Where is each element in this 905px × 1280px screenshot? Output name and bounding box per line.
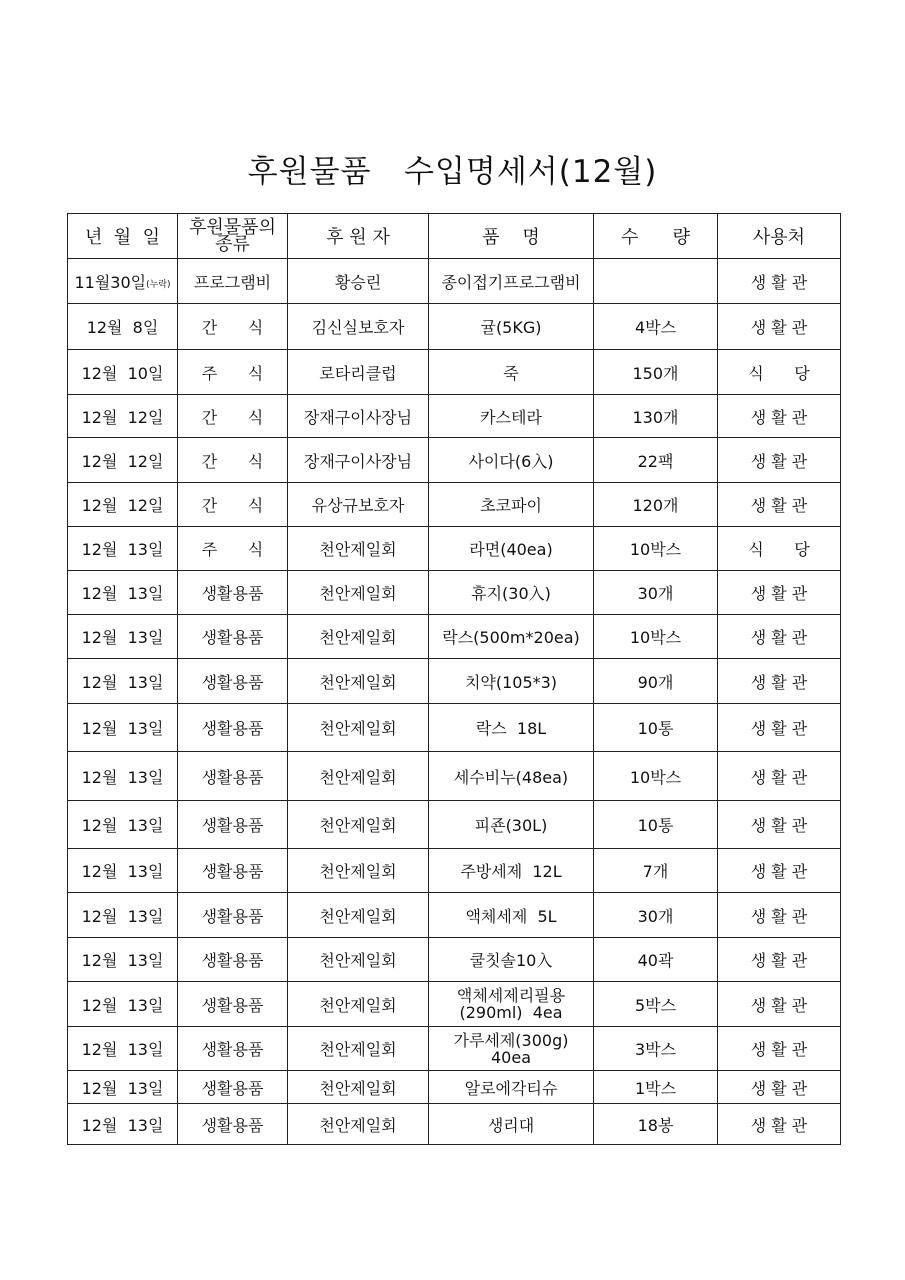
table-row	[68, 982, 841, 1027]
cell-kind: 프로그램비	[178, 259, 288, 304]
cell-quantity: 1박스	[594, 1071, 718, 1104]
cell-date: 12월 13일	[68, 849, 178, 893]
cell-quantity: 18봉	[594, 1104, 718, 1145]
cell-kind: 생활용품	[178, 1027, 288, 1071]
cell-quantity: 10통	[594, 801, 718, 849]
cell-date: 12월 13일	[68, 982, 178, 1027]
cell-quantity: 90개	[594, 659, 718, 704]
cell-usage: 생 활 관	[718, 615, 841, 659]
cell-usage: 생 활 관	[718, 304, 841, 350]
cell-item: 종이접기프로그램비	[429, 259, 594, 304]
cell-date: 12월 13일	[68, 1071, 178, 1104]
cell-item: 초코파이	[429, 483, 594, 527]
table-row	[68, 938, 841, 982]
cell-kind: 간 식	[178, 395, 288, 438]
cell-item: 락스 18L	[429, 704, 594, 752]
cell-item: 쿨칫솔10入	[429, 938, 594, 982]
cell-usage: 식 당	[718, 527, 841, 571]
cell-kind: 생활용품	[178, 849, 288, 893]
table-row	[68, 704, 841, 752]
cell-quantity: 40곽	[594, 938, 718, 982]
table-row	[68, 893, 841, 938]
cell-donor: 로타리클럽	[288, 350, 429, 395]
cell-kind: 생활용품	[178, 938, 288, 982]
cell-kind: 생활용품	[178, 1104, 288, 1145]
cell-donor: 천안제일회	[288, 752, 429, 801]
cell-donor: 천안제일회	[288, 893, 429, 938]
cell-date: 12월 13일	[68, 571, 178, 615]
cell-usage: 생 활 관	[718, 752, 841, 801]
header-date: 년 월 일	[68, 214, 178, 259]
table-row	[68, 1104, 841, 1145]
cell-donor: 김신실보호자	[288, 304, 429, 350]
table-row	[68, 527, 841, 571]
cell-quantity: 10통	[594, 704, 718, 752]
header-quantity: 수 량	[594, 214, 718, 259]
cell-quantity: 5박스	[594, 982, 718, 1027]
cell-donor: 천안제일회	[288, 1071, 429, 1104]
table-row	[68, 1027, 841, 1071]
cell-donor: 황승린	[288, 259, 429, 304]
cell-item: 액체세제 5L	[429, 893, 594, 938]
cell-quantity: 3박스	[594, 1027, 718, 1071]
cell-usage: 생 활 관	[718, 1027, 841, 1071]
cell-kind: 생활용품	[178, 752, 288, 801]
cell-donor: 천안제일회	[288, 982, 429, 1027]
cell-kind: 생활용품	[178, 893, 288, 938]
cell-quantity: 30개	[594, 893, 718, 938]
cell-donor: 천안제일회	[288, 938, 429, 982]
cell-donor: 천안제일회	[288, 527, 429, 571]
cell-usage: 생 활 관	[718, 938, 841, 982]
cell-quantity: 30개	[594, 571, 718, 615]
cell-donor: 천안제일회	[288, 849, 429, 893]
cell-item: 카스테라	[429, 395, 594, 438]
table-row	[68, 259, 841, 304]
cell-donor: 천안제일회	[288, 659, 429, 704]
cell-donor: 장재구이사장님	[288, 395, 429, 438]
cell-date: 12월 13일	[68, 1027, 178, 1071]
cell-date: 12월 13일	[68, 659, 178, 704]
table-row	[68, 849, 841, 893]
cell-usage: 식 당	[718, 350, 841, 395]
cell-date: 12월 13일	[68, 615, 178, 659]
cell-quantity: 150개	[594, 350, 718, 395]
cell-date: 12월 10일	[68, 350, 178, 395]
table-row	[68, 304, 841, 350]
cell-quantity: 7개	[594, 849, 718, 893]
cell-item: 주방세제 12L	[429, 849, 594, 893]
cell-usage: 생 활 관	[718, 1071, 841, 1104]
cell-kind: 생활용품	[178, 615, 288, 659]
cell-kind: 생활용품	[178, 801, 288, 849]
cell-item: 알로에각티슈	[429, 1071, 594, 1104]
table-row	[68, 752, 841, 801]
cell-usage: 생 활 관	[718, 1104, 841, 1145]
cell-kind: 주 식	[178, 527, 288, 571]
cell-date: 12월 12일	[68, 438, 178, 483]
cell-donor: 천안제일회	[288, 1027, 429, 1071]
table-row	[68, 483, 841, 527]
table-row	[68, 571, 841, 615]
cell-usage: 생 활 관	[718, 801, 841, 849]
cell-donor: 천안제일회	[288, 704, 429, 752]
cell-item: 생리대	[429, 1104, 594, 1145]
cell-item: 귤(5KG)	[429, 304, 594, 350]
cell-date: 12월 12일	[68, 395, 178, 438]
cell-date: 12월 13일	[68, 1104, 178, 1145]
cell-usage: 생 활 관	[718, 483, 841, 527]
cell-usage: 생 활 관	[718, 659, 841, 704]
table-row	[68, 350, 841, 395]
cell-usage: 생 활 관	[718, 395, 841, 438]
cell-item: 피죤(30L)	[429, 801, 594, 849]
cell-item: 락스(500m*20ea)	[429, 615, 594, 659]
cell-kind: 간 식	[178, 483, 288, 527]
cell-date: 12월 12일	[68, 483, 178, 527]
cell-item: 사이다(6入)	[429, 438, 594, 483]
donation-ledger-table	[67, 213, 841, 1145]
cell-donor: 천안제일회	[288, 615, 429, 659]
cell-usage: 생 활 관	[718, 571, 841, 615]
header-item: 품 명	[429, 214, 594, 259]
cell-item: 죽	[429, 350, 594, 395]
header-donor: 후 원 자	[288, 214, 429, 259]
cell-donor: 천안제일회	[288, 571, 429, 615]
table-row	[68, 659, 841, 704]
cell-kind: 간 식	[178, 438, 288, 483]
cell-usage: 생 활 관	[718, 849, 841, 893]
cell-quantity	[594, 259, 718, 304]
cell-item: 세수비누(48ea)	[429, 752, 594, 801]
table-row	[68, 438, 841, 483]
cell-date: 12월 13일	[68, 704, 178, 752]
cell-usage: 생 활 관	[718, 438, 841, 483]
table-row	[68, 801, 841, 849]
cell-item: 치약(105*3)	[429, 659, 594, 704]
cell-usage: 생 활 관	[718, 259, 841, 304]
cell-usage: 생 활 관	[718, 704, 841, 752]
cell-donor: 천안제일회	[288, 801, 429, 849]
header-kind: 후원물품의 종류	[178, 214, 288, 259]
table-row	[68, 1071, 841, 1104]
cell-quantity: 120개	[594, 483, 718, 527]
cell-quantity: 10박스	[594, 527, 718, 571]
omission-note: (누락)	[146, 279, 171, 290]
cell-quantity: 4박스	[594, 304, 718, 350]
cell-usage: 생 활 관	[718, 893, 841, 938]
cell-donor: 장재구이사장님	[288, 438, 429, 483]
cell-item: 휴지(30入)	[429, 571, 594, 615]
cell-date: 12월 13일	[68, 527, 178, 571]
cell-kind: 생활용품	[178, 571, 288, 615]
cell-kind: 생활용품	[178, 982, 288, 1027]
cell-quantity: 22팩	[594, 438, 718, 483]
cell-quantity: 10박스	[594, 615, 718, 659]
cell-item: 가루세제(300g) 40ea	[429, 1027, 594, 1071]
cell-kind: 주 식	[178, 350, 288, 395]
cell-item: 액체세제리필용 (290ml) 4ea	[429, 982, 594, 1027]
cell-date: 12월 13일	[68, 801, 178, 849]
cell-date: 11월30일(누락)	[68, 259, 178, 304]
cell-donor: 천안제일회	[288, 1104, 429, 1145]
cell-kind: 생활용품	[178, 1071, 288, 1104]
table-row	[68, 395, 841, 438]
cell-item: 라면(40ea)	[429, 527, 594, 571]
cell-kind: 간 식	[178, 304, 288, 350]
header-row	[68, 214, 841, 259]
cell-kind: 생활용품	[178, 659, 288, 704]
header-usage: 사용처	[718, 214, 841, 259]
cell-quantity: 130개	[594, 395, 718, 438]
cell-usage: 생 활 관	[718, 982, 841, 1027]
table-row	[68, 615, 841, 659]
document-title: 후원물품 수입명세서(12월)	[247, 154, 658, 190]
cell-date: 12월 13일	[68, 752, 178, 801]
cell-date: 12월 8일	[68, 304, 178, 350]
cell-donor: 유상규보호자	[288, 483, 429, 527]
cell-kind: 생활용품	[178, 704, 288, 752]
cell-date: 12월 13일	[68, 893, 178, 938]
cell-quantity: 10박스	[594, 752, 718, 801]
cell-date: 12월 13일	[68, 938, 178, 982]
